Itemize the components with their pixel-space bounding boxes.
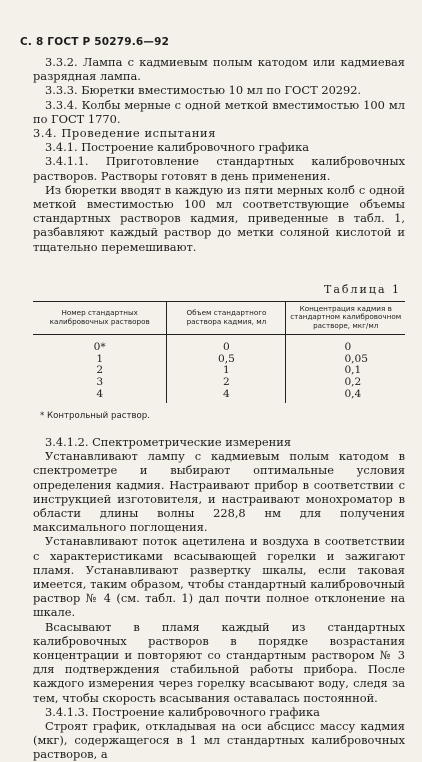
- cell-solution-number: 3: [96, 376, 104, 388]
- cell-concentration: 0: [286, 335, 405, 354]
- cell-volume: 4: [167, 389, 286, 404]
- table-caption: Таблица 1: [324, 283, 401, 296]
- paragraph-flame-setup: Устанавливают поток ацетилена и воздуха в соответствии с характеристиками всасывающей горелки и зажигают пламя. Устанавливают развертку шкалы, если таковая имеется, таким образом, чтобы стандартный калибровочный раствор № 4 (см. табл. 1) дал почти полное отклонение на шкале.: [33, 534, 405, 620]
- paragraph-3-3-4: 3.3.4. Колбы мерные с одной меткой вместимостью 100 мл по ГОСТ 1770.: [33, 97, 405, 126]
- cell-volume: 1: [167, 365, 286, 377]
- cell-volume: 0,5: [167, 354, 286, 366]
- calibration-table: [33, 301, 405, 403]
- table-row: [33, 389, 405, 404]
- table-row: [33, 377, 405, 389]
- cell-volume: 2: [167, 377, 286, 389]
- paragraph-spectrometer-setup: Устанавливают лампу с кадмиевым полым катодом в спектрометре и выбирают оптимальные условия определения кадмия. Настраивают прибор в соответствии с инструкцией изготовителя, и настраивают монохроматор в области длины волны 228,8 нм для получения максимального поглощения.: [33, 449, 405, 535]
- cell-concentration: 0,05: [286, 354, 405, 366]
- cell-solution-number: 4: [96, 387, 104, 400]
- cell-solution-number: 2: [96, 364, 104, 377]
- paragraph-3-3-2: 3.3.2. Лампа с кадмиевым полым катодом или кадмиевая разрядная лампа.: [33, 55, 405, 84]
- subsection-heading-3-4-1-3: 3.4.1.3. Построение калибровочного графика: [45, 704, 320, 719]
- cell-solution-number: 0*: [93, 341, 106, 354]
- subsection-heading-3-4-1-2: 3.4.1.2. Спектрометрические измерения: [45, 435, 292, 449]
- paragraph-aspiration: Всасывают в пламя каждый из стандартных калибровочных растворов в порядке возрастания концентрации и повторяют со стандартным раствором № 3 для подтверждения стабильной работы прибора. После каждого измерения через горелку всасывают воду, следя за тем, чтобы скорость всасывания оставалась постоянной.: [33, 619, 405, 705]
- paragraph-3-4-1-1: 3.4.1.1. Приготовление стандартных калибровочных растворов. Растворы готовят в день применения.: [33, 154, 405, 183]
- table-footnote: * Контрольный раствор.: [40, 411, 150, 421]
- column-header-concentration: Концентрация кадмия в стандартном калибровочном растворе, мкг/мл: [286, 302, 405, 335]
- paragraph-graph-construction: Строят график, откладывая на оси абсцисс массу кадмия (мкг), содержащегося в 1 мл стандартных калибровочных растворов, а: [33, 719, 405, 762]
- text-block-bottom: [33, 435, 405, 762]
- paragraph-3-3-3: 3.3.3. Бюретки вместимостью 10 мл по ГОСТ 20292.: [45, 83, 362, 98]
- page-header: С. 8 ГОСТ Р 50279.6—92: [20, 36, 170, 48]
- text-block-top: [33, 55, 405, 254]
- column-header-volume: Объем стандартного раствора кадмия, мл: [167, 302, 286, 335]
- table-header-row: [33, 302, 405, 335]
- column-header-solution-number: Номер стандартных калибровочных растворов: [33, 302, 167, 335]
- section-heading-3-4: 3.4. Проведение испытания: [33, 126, 216, 141]
- cell-concentration: 0,1: [286, 365, 405, 377]
- cell-concentration: 0,4: [286, 389, 405, 404]
- table-row: [33, 335, 405, 354]
- subsection-heading-3-4-1: 3.4.1. Построение калибровочного графика: [45, 140, 310, 155]
- cell-concentration: 0,2: [286, 377, 405, 389]
- cell-volume: 0: [167, 335, 286, 354]
- cell-solution-number: 1: [96, 352, 104, 365]
- paragraph-preparation: Из бюретки вводят в каждую из пяти мерных колб с одной меткой вместимостью 100 мл соответствующие объемы стандартных растворов кадмия, приведенные в табл. 1, разбавляют каждый раствор до метки соляной кислотой и тщательно перемешивают.: [33, 182, 405, 254]
